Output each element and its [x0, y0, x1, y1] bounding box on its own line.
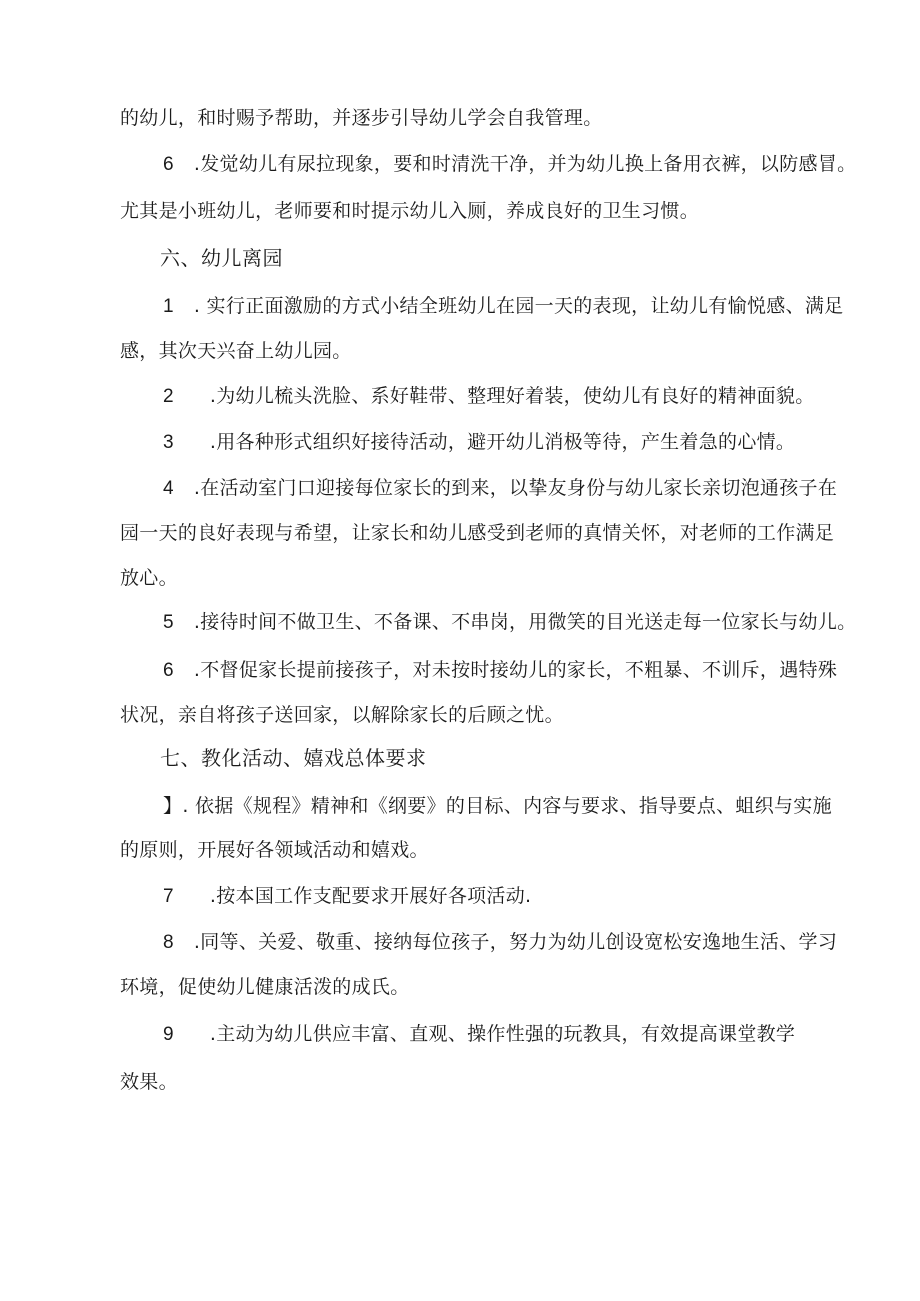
line-text: 的原则，开展好各领域活动和嬉戏。	[120, 839, 429, 861]
list-text: .按本国工作支配要求开展好各项活动.	[209, 885, 532, 907]
list-text: .同等、关爱、敬重、接纳每位孩子，努力为幼儿创设宽松安逸地生活、学习	[193, 931, 838, 953]
list-item-7-9	[163, 1020, 795, 1049]
list-item-5-6	[163, 150, 856, 179]
list-number: 8	[163, 932, 174, 953]
list-item-6-1	[163, 292, 843, 321]
list-text: . 依据《规程》精神和《纲要》的目标、内容与要求、指导要点、蛆织与实施	[182, 795, 832, 817]
line-text: 园一天的良好表现与希望，让家长和幼儿感受到老师的真情关怀，对老师的工作满足	[120, 522, 835, 544]
list-text: .在活动室门口迎接每位家长的到来，以挚友身份与幼儿家长亲切泡通孩子在	[193, 477, 838, 499]
list-text: .接待时间不做卫生、不备课、不串岗，用微笑的目光送走每一位家长与幼儿。	[193, 611, 857, 633]
line-text: 尤其是小班幼儿，老师要和时提示幼儿入厕，养成良好的卫生习惯。	[120, 200, 700, 222]
section-heading-7	[160, 744, 427, 772]
list-item-6-5	[163, 608, 856, 637]
list-text: .主动为幼儿供应丰富、直观、操作性强的玩教具，有效提高课堂教学	[209, 1023, 796, 1045]
paragraph-line	[120, 197, 699, 225]
list-number: 6	[163, 154, 174, 175]
paragraph-line	[120, 701, 564, 729]
paragraph-line	[120, 104, 603, 132]
list-number: 】	[163, 796, 183, 817]
list-number: 4	[163, 478, 174, 499]
paragraph-line	[120, 1068, 178, 1096]
paragraph-line	[120, 337, 352, 365]
list-number: 7	[163, 886, 174, 907]
line-text: 的幼儿，和时赐予帮助，并逐步引导幼儿学会自我管理。	[120, 107, 603, 129]
list-item-6-3	[163, 428, 795, 457]
paragraph-line	[120, 836, 429, 864]
list-number: 2	[163, 386, 174, 407]
list-text: .发觉幼儿有尿拉现象，要和时清洗干净，并为幼儿换上备用衣裤，以防感冒。	[193, 153, 857, 175]
list-number: 6	[163, 660, 174, 681]
list-number: 9	[163, 1024, 174, 1045]
line-text: 效果。	[120, 1071, 178, 1093]
paragraph-line	[120, 519, 834, 547]
list-text: .为幼儿梳头洗脸、系好鞋带、整理好着装，使幼儿有良好的精神面貌。	[209, 385, 815, 407]
list-item-7-7	[163, 882, 531, 911]
list-number: 1	[163, 296, 174, 317]
list-item-7-1	[163, 792, 832, 821]
heading-text: 六、幼儿离园	[160, 246, 283, 270]
section-heading-6	[160, 244, 283, 272]
line-text: 环境，促使幼儿健康活泼的成氏。	[120, 976, 410, 998]
list-item-6-2	[163, 382, 815, 411]
list-text: . 实行正面激励的方式小结全班幼儿在园一天的表现，让幼儿有愉悦感、满足	[193, 295, 844, 317]
list-item-6-4	[163, 474, 837, 503]
list-item-7-8	[163, 928, 837, 957]
list-text: .用各种形式组织好接待活动，避开幼儿消极等待，产生着急的心情。	[209, 431, 796, 453]
list-number: 5	[163, 612, 174, 633]
line-text: 放心。	[120, 567, 178, 589]
line-text: 状况，亲自将孩子送回家，以解除家长的后顾之忧。	[120, 704, 564, 726]
paragraph-line	[120, 973, 410, 1001]
list-item-6-6	[163, 656, 837, 685]
heading-text: 七、教化活动、嬉戏总体要求	[160, 746, 427, 770]
list-number: 3	[163, 432, 174, 453]
line-text: 感，其次天兴奋上幼儿园。	[120, 340, 352, 362]
paragraph-line	[120, 564, 178, 592]
list-text: .不督促家长提前接孩子，对未按时接幼儿的家长，不粗暴、不训斥，遇特殊	[193, 659, 838, 681]
